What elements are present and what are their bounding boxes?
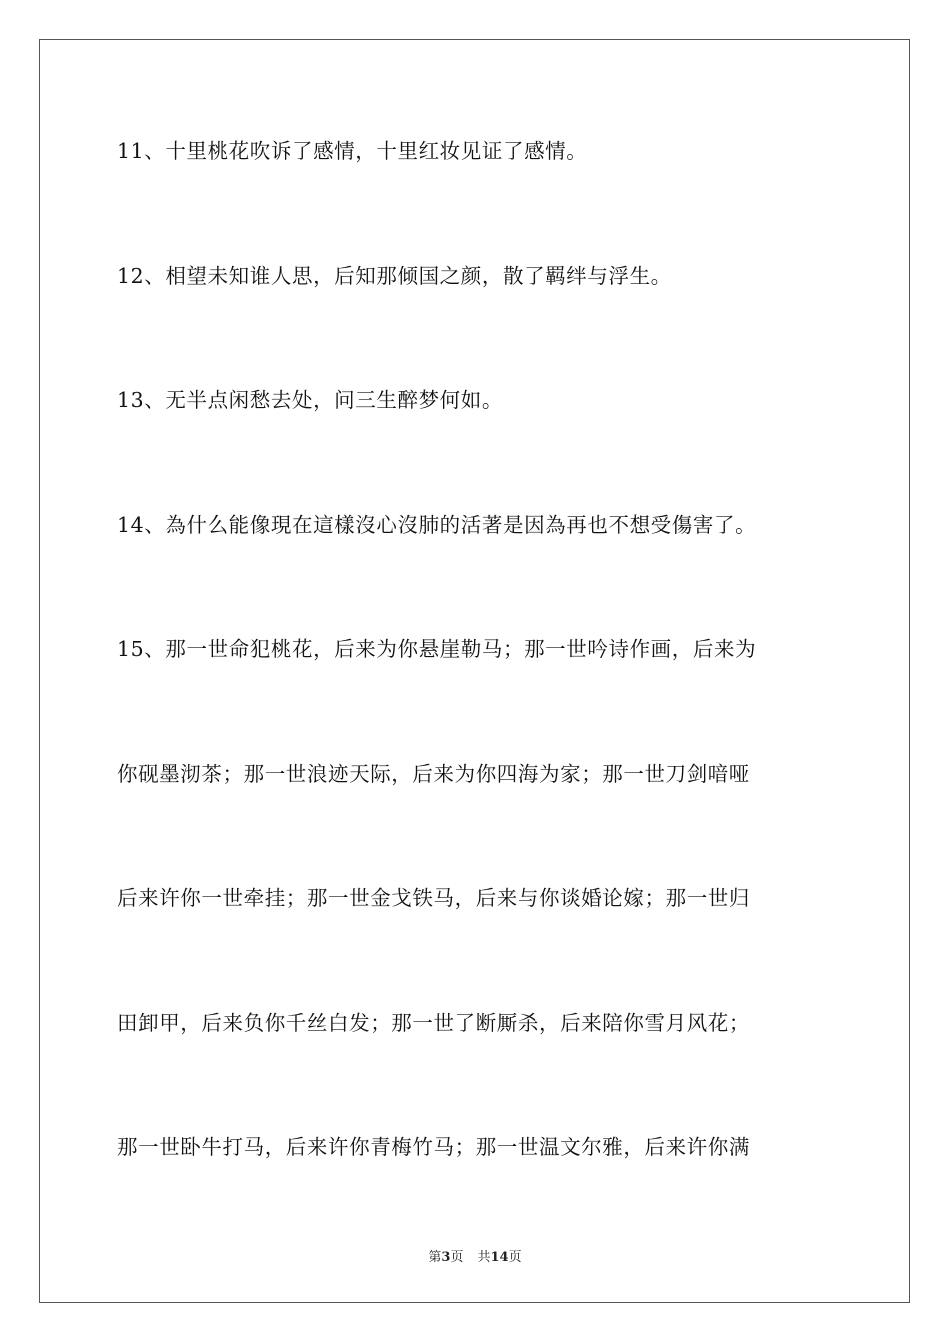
text-line-6: 你砚墨沏茶；那一世浪迹天际，后来为你四海为家；那一世刀剑喑哑: [117, 762, 750, 786]
text-line-3: 13、无半点闲愁去处，问三生醉梦何如。: [117, 388, 503, 412]
footer-page-prefix: 第: [428, 1250, 442, 1265]
text-line-2: 12、相望未知谁人思，后知那倾国之颜，散了羁绊与浮生。: [117, 264, 672, 288]
text-line-9: 那一世卧牛打马，后来许你青梅竹马；那一世温文尔雅，后来许你满: [117, 1135, 750, 1159]
text-line-7: 后来许你一世牵挂；那一世金戈铁马，后来与你谈婚论嫁；那一世归: [117, 886, 750, 910]
footer-page-number: 3: [441, 1250, 451, 1265]
page-border: [39, 39, 910, 1303]
footer-total-prefix: 共: [477, 1250, 491, 1265]
footer-total-pages: 14: [490, 1250, 509, 1265]
text-line-5: 15、那一世命犯桃花，后来为你悬崖勒马；那一世吟诗作画，后来为: [117, 637, 757, 661]
page-footer: [0, 1246, 950, 1265]
text-line-1: 11、十里桃花吹诉了感情，十里红妆见证了感情。: [117, 139, 588, 163]
text-line-8: 田卸甲，后来负你千丝白发；那一世了断厮杀，后来陪你雪月风花；: [117, 1011, 750, 1035]
footer-page-suffix: 页: [450, 1250, 464, 1265]
footer-total-suffix: 页: [508, 1250, 522, 1265]
text-line-4: 14、為什么能像現在這樣沒心沒肺的活著是因為再也不想受傷害了。: [117, 513, 757, 537]
